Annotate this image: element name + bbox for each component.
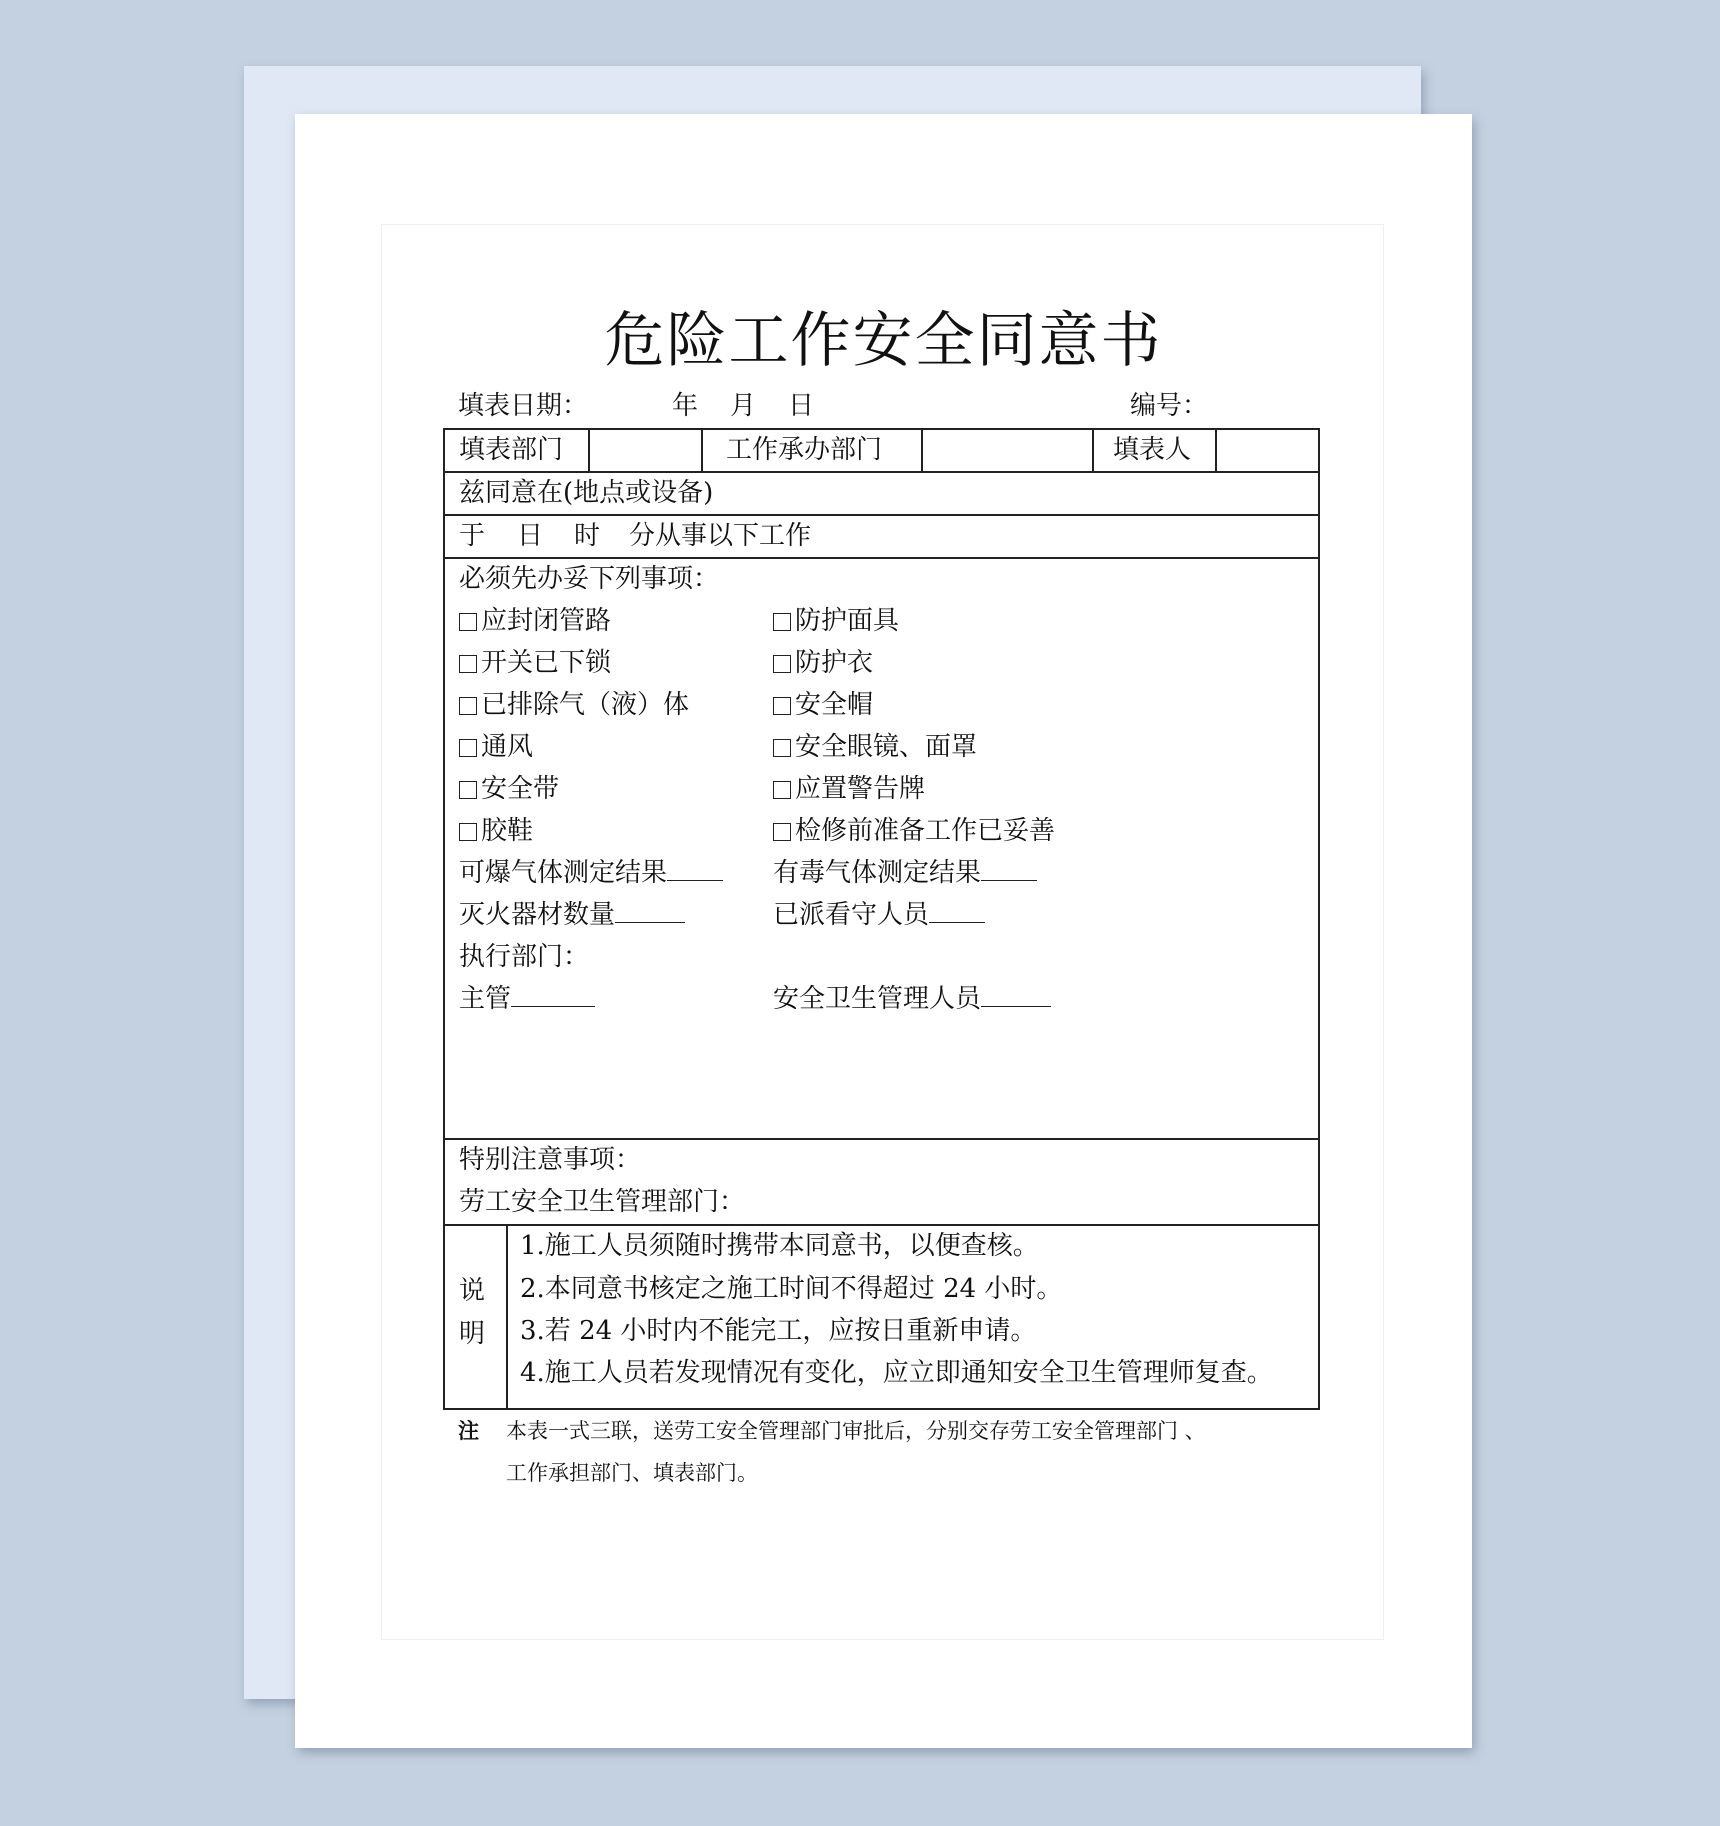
document-page — [295, 114, 1472, 1748]
fill-date-label: 填表日期： — [458, 391, 589, 421]
filler-label: 填表人 — [1113, 435, 1192, 465]
document-title: 危险工作安全同意书 — [604, 306, 1163, 376]
checkbox-item[interactable]: 已排除气（液）体 — [459, 689, 689, 721]
note-label: 注 — [458, 1418, 479, 1443]
checkbox-icon[interactable] — [459, 781, 477, 799]
checkbox-item[interactable]: 防护面具 — [773, 605, 899, 637]
checkbox-item[interactable]: 检修前准备工作已妥善 — [773, 815, 1055, 847]
checkbox-icon[interactable] — [459, 739, 477, 757]
year-label: 年 — [672, 391, 699, 421]
checkbox-item[interactable]: 胶鞋 — [459, 815, 533, 847]
explain-item: 1.施工人员须随时携带本同意书，以便查核。 — [520, 1231, 1039, 1261]
checkbox-icon[interactable] — [773, 697, 791, 715]
prereq-heading: 必须先办妥下列事项： — [459, 564, 720, 594]
checkbox-icon[interactable] — [773, 823, 791, 841]
explain-item: 3.若 24 小时内不能完工，应按日重新申请。 — [520, 1316, 1037, 1346]
exec-dept-label: 执行部门： — [459, 942, 590, 972]
toxic-gas-result-field[interactable]: 有毒气体测定结果 — [773, 857, 1037, 889]
checkbox-item[interactable]: 安全带 — [459, 773, 559, 805]
time-day-label: 日 — [517, 521, 544, 551]
guard-assigned-field[interactable]: 已派看守人员 — [773, 899, 985, 931]
work-dept-label: 工作承办部门 — [726, 435, 883, 465]
explain-label-2: 明 — [459, 1319, 486, 1349]
safety-manager-field[interactable]: 安全卫生管理人员 — [773, 983, 1051, 1015]
supervisor-field[interactable]: 主管 — [459, 983, 595, 1015]
checkbox-item[interactable]: 安全帽 — [773, 689, 873, 721]
number-label: 编号： — [1130, 391, 1209, 421]
fill-dept-label: 填表部门 — [459, 435, 564, 465]
explain-item: 4.施工人员若发现情况有变化，应立即通知安全卫生管理师复查。 — [520, 1358, 1273, 1388]
checkbox-icon[interactable] — [773, 739, 791, 757]
checkbox-icon[interactable] — [459, 655, 477, 673]
blank-line[interactable] — [667, 858, 723, 881]
blank-line[interactable] — [981, 858, 1037, 881]
checkbox-icon[interactable] — [459, 697, 477, 715]
note-line-1: 本表一式三联，送劳工安全管理部门审批后，分别交存劳工安全管理部门 、 — [506, 1419, 1206, 1443]
checkbox-item[interactable]: 通风 — [459, 731, 533, 763]
blank-line[interactable] — [511, 984, 595, 1007]
checkbox-item[interactable]: 开关已下锁 — [459, 647, 611, 679]
checkbox-item[interactable]: 安全眼镜、面罩 — [773, 731, 977, 763]
checkbox-icon[interactable] — [773, 781, 791, 799]
explosive-gas-result-field[interactable]: 可爆气体测定结果 — [459, 857, 723, 889]
time-hour-label: 时 — [574, 521, 601, 551]
labor-safety-dept-label: 劳工安全卫生管理部门： — [459, 1187, 746, 1217]
time-minute-work-label: 分从事以下工作 — [629, 521, 812, 551]
special-notes-heading: 特别注意事项： — [459, 1145, 642, 1175]
blank-line[interactable] — [929, 900, 985, 923]
day-label: 日 — [788, 391, 815, 421]
extinguisher-count-field[interactable]: 灭火器材数量 — [459, 899, 685, 931]
time-yu-label: 于 — [459, 521, 486, 551]
checkbox-icon[interactable] — [773, 613, 791, 631]
month-label: 月 — [730, 391, 757, 421]
checkbox-item[interactable]: 应置警告牌 — [773, 773, 925, 805]
explain-item: 2.本同意书核定之施工时间不得超过 24 小时。 — [520, 1274, 1063, 1304]
consent-form-table — [443, 428, 1320, 1410]
blank-line[interactable] — [981, 984, 1051, 1007]
location-consent-text: 兹同意在(地点或设备) — [459, 478, 714, 508]
checkbox-icon[interactable] — [773, 655, 791, 673]
blank-line[interactable] — [615, 900, 685, 923]
note-line-2: 工作承担部门、填表部门。 — [506, 1461, 758, 1485]
checkbox-item[interactable]: 应封闭管路 — [459, 605, 611, 637]
checkbox-item[interactable]: 防护衣 — [773, 647, 873, 679]
explain-label-1: 说 — [459, 1276, 486, 1306]
checkbox-icon[interactable] — [459, 613, 477, 631]
checkbox-icon[interactable] — [459, 823, 477, 841]
